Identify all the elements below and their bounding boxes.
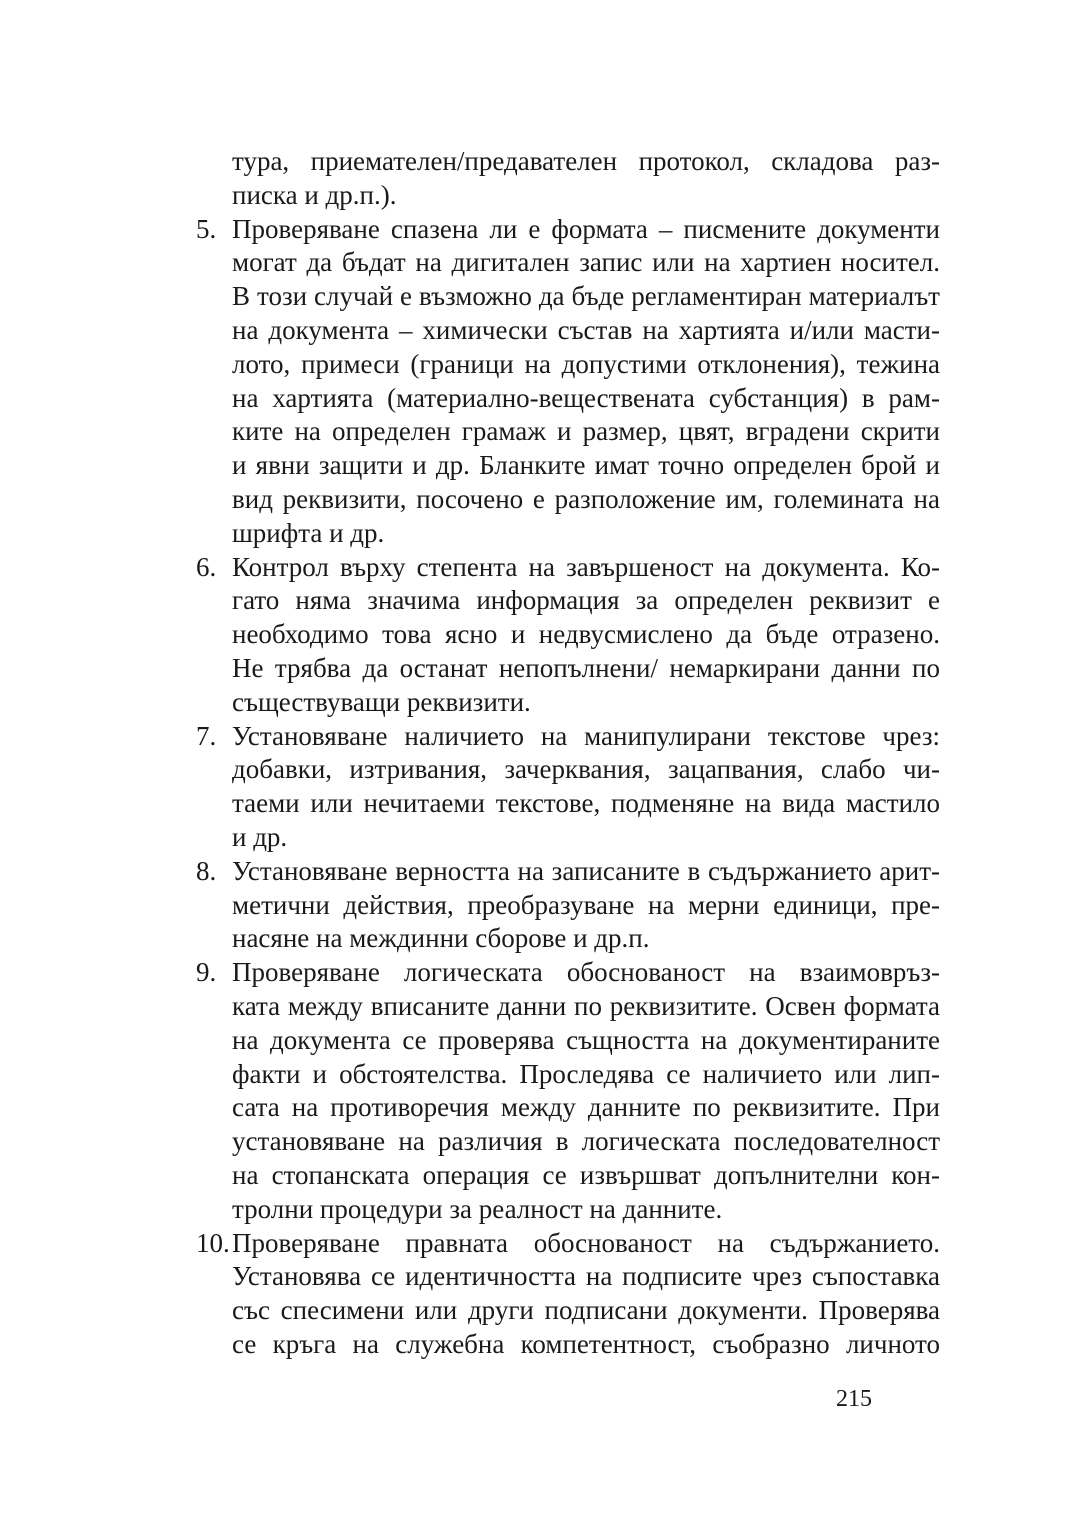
line-text: насяне на междинни сборове и др.п. — [232, 923, 650, 954]
text-line — [196, 889, 940, 923]
text-line — [196, 382, 940, 416]
text-line — [196, 415, 940, 449]
text-line — [196, 1260, 940, 1294]
line-text: гато няма значима информация за определен реквизит е — [232, 585, 940, 616]
list-item-number: 6. — [196, 551, 217, 582]
line-text: В този случай е възможно да бъде регламентиран материалът — [232, 281, 940, 312]
list-item-start-line — [196, 855, 940, 889]
line-text: лото, примеси (граници на допустими отклонения), тежина — [232, 348, 940, 379]
line-text: Установяване наличието на манипулирани текстове чрез: — [232, 720, 940, 751]
list-item-start-line — [196, 551, 940, 585]
line-text: Установява се идентичността на подписите чрез съпоставка — [232, 1261, 940, 1292]
list-item-start-line — [196, 956, 940, 990]
text-line — [196, 1058, 940, 1092]
line-text: установяване на различия в логическата последователност — [232, 1126, 940, 1157]
line-text: Установяване верността на записаните в съдържанието арит- — [232, 855, 940, 886]
line-text: на стопанската операция се извършват допълнителни кон- — [232, 1159, 940, 1190]
line-text: на документа – химически състав на хартията и/или масти- — [232, 314, 940, 345]
text-line — [196, 686, 940, 720]
line-text: вид реквизити, посочено е разположение им, големината на — [232, 483, 940, 514]
text-line — [196, 1091, 940, 1125]
text-line — [196, 1024, 940, 1058]
list-item-start-line — [196, 213, 940, 247]
list-item-number: 9. — [196, 957, 217, 988]
line-text: и явни защити и др. Бланките имат точно определен брой и — [232, 450, 940, 481]
line-text: необходимо това ясно и недвусмислено да бъде отразено. — [232, 619, 940, 650]
line-text: метични действия, преобразуване на мерни единици, пре- — [232, 889, 940, 920]
line-text: съществуващи реквизити. — [232, 686, 531, 717]
list-item-start-line — [196, 1227, 940, 1261]
line-text: на документа се проверява същността на документираните — [232, 1024, 940, 1055]
line-text: Не трябва да останат непопълнени/ немаркирани данни по — [232, 652, 940, 683]
line-text: добавки, изтривания, зачерквания, зацапвания, слабо чи- — [232, 754, 940, 785]
page-number: 215 — [836, 1386, 872, 1412]
list-item-start-line — [196, 720, 940, 754]
text-line — [196, 1328, 940, 1362]
line-text: тура, приемателен/предавателен протокол, складова раз- — [232, 146, 940, 176]
text-line — [196, 1193, 940, 1227]
text-line — [196, 821, 940, 855]
text-line — [196, 1294, 940, 1328]
text-line — [196, 652, 940, 686]
list-item-number: 8. — [196, 855, 217, 886]
text-line — [196, 990, 940, 1024]
text-line — [196, 179, 940, 213]
text-line — [196, 145, 940, 179]
line-text: ката между вписаните данни по реквизитите. Освен формата — [232, 990, 940, 1021]
line-text: факти и обстоятелства. Проследява се наличието или лип- — [232, 1058, 940, 1089]
list-item-number: 7. — [196, 720, 217, 751]
body-text — [196, 145, 940, 1362]
line-text: ките на определен грамаж и размер, цвят, вградени скрити — [232, 416, 940, 447]
line-text: със спесимени или други подписани документи. Проверява — [232, 1295, 940, 1326]
line-text: таеми или нечитаеми текстове, подменяне на вида мастило — [232, 788, 940, 819]
text-line — [196, 618, 940, 652]
line-text: и др. — [232, 821, 288, 852]
text-line — [196, 348, 940, 382]
line-text: Проверяване правната обоснованост на съдържанието. — [232, 1227, 940, 1258]
line-text: шрифта и др. — [232, 517, 385, 548]
text-line — [196, 483, 940, 517]
text-line — [196, 1159, 940, 1193]
line-text: се кръга на служебна компетентност, съобразно личното — [232, 1328, 940, 1359]
text-line — [196, 280, 940, 314]
text-line — [196, 449, 940, 483]
line-text: Проверяване спазена ли е формата – писмените документи — [232, 213, 940, 244]
line-text: могат да бъдат на дигитален запис или на хартиен носител. — [232, 247, 940, 278]
line-text: Контрол върху степента на завършеност на документа. Ко- — [232, 551, 940, 582]
line-text: сата на противоречия между данните по реквизитите. При — [232, 1092, 940, 1123]
text-line — [196, 517, 940, 551]
text-line — [196, 246, 940, 280]
text-line — [196, 1125, 940, 1159]
text-line — [196, 584, 940, 618]
line-text: тролни процедури за реалност на данните. — [232, 1193, 723, 1224]
list-item-number: 10. — [196, 1227, 230, 1258]
text-line — [196, 787, 940, 821]
line-text: писка и др.п.). — [232, 179, 397, 210]
text-line — [196, 922, 940, 956]
text-line — [196, 753, 940, 787]
line-text: на хартията (материално-веществената субстанция) в рам- — [232, 382, 940, 413]
text-line — [196, 314, 940, 348]
list-item-number: 5. — [196, 213, 217, 244]
line-text: Проверяване логическата обоснованост на взаимовръз- — [232, 957, 940, 988]
